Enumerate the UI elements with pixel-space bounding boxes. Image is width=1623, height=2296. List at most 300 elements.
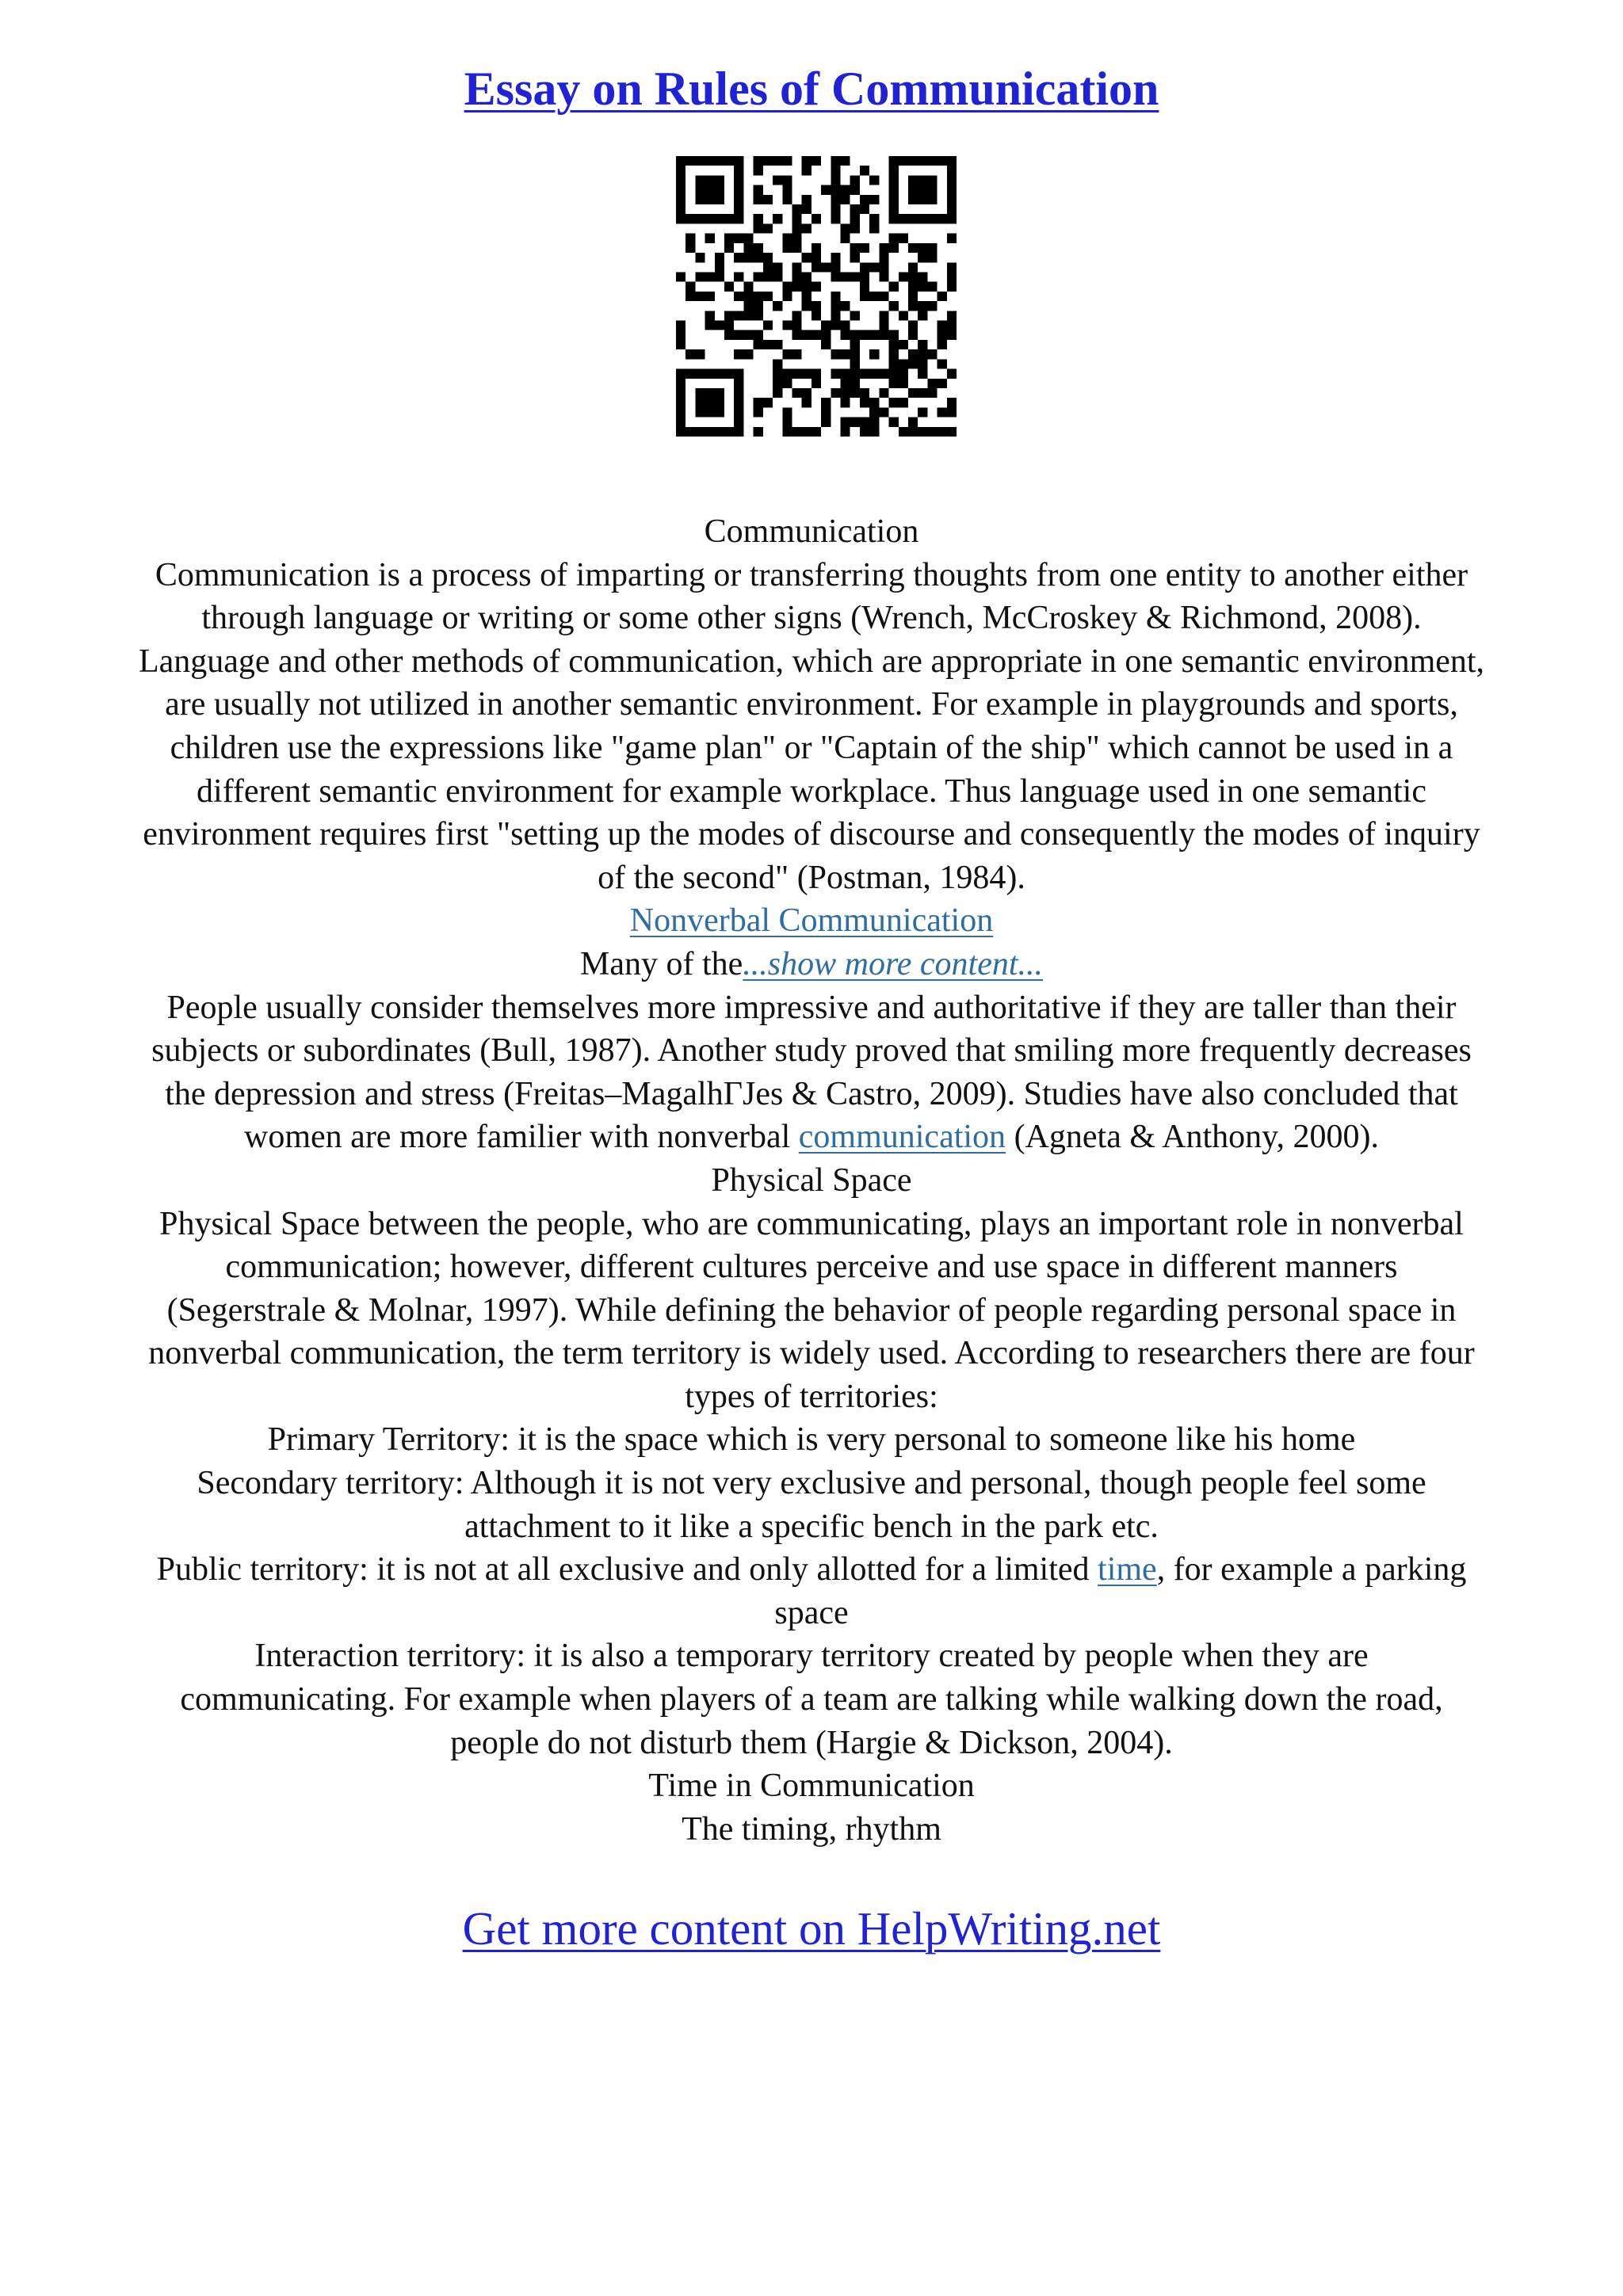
qr-module [889, 282, 899, 292]
qr-module [869, 407, 879, 417]
qr-module [705, 185, 715, 195]
nonverbal-heading-line [57, 899, 1566, 943]
qr-module [685, 292, 695, 301]
qr-module [695, 292, 705, 301]
qr-module [676, 418, 685, 427]
qr-module [831, 311, 840, 320]
qr-module [841, 234, 850, 243]
paragraph-line: space [774, 1594, 849, 1631]
qr-module [879, 321, 888, 330]
qr-module [754, 185, 763, 195]
qr-module [918, 243, 927, 253]
qr-module [908, 330, 918, 340]
qr-module [734, 175, 743, 185]
qr-module [927, 214, 937, 223]
qr-module [724, 282, 734, 292]
qr-module [782, 156, 792, 166]
qr-module [841, 349, 850, 359]
paragraph-line: through language or writing or some other signs (Wrench, McCroskey & Richmond, 2008). [201, 600, 1422, 637]
qr-module [695, 185, 705, 195]
qr-module [734, 369, 743, 379]
qr-module [705, 311, 715, 320]
qr-module [792, 234, 801, 243]
qr-module [695, 195, 705, 204]
qr-module [927, 253, 937, 262]
qr-module [947, 204, 957, 214]
paragraph-line: people do not disturb them (Hargie & Dickson, 2004). [450, 1724, 1173, 1761]
qr-module [715, 369, 724, 379]
qr-module [754, 398, 763, 407]
qr-module [715, 185, 724, 195]
qr-module [908, 301, 918, 311]
qr-module [918, 349, 927, 359]
qr-module [947, 407, 957, 417]
qr-module [918, 272, 927, 281]
qr-module [676, 321, 685, 330]
qr-module [831, 185, 840, 195]
qr-module [889, 418, 899, 427]
qr-module [782, 427, 792, 437]
qr-module [831, 301, 840, 311]
qr-module [695, 369, 705, 379]
qr-module [802, 427, 812, 437]
qr-module [763, 223, 773, 233]
qr-module [860, 330, 869, 340]
qr-module [927, 175, 937, 185]
qr-module [938, 330, 947, 340]
qr-module [705, 427, 715, 437]
qr-module [899, 234, 908, 243]
qr-module [879, 292, 888, 301]
qr-module [938, 321, 947, 330]
qr-module [947, 234, 957, 243]
qr-module [802, 330, 812, 340]
qr-module [782, 175, 792, 185]
qr-module [841, 330, 850, 340]
qr-module [715, 175, 724, 185]
qr-module [908, 195, 918, 204]
qr-module [927, 427, 937, 437]
qr-module [734, 349, 743, 359]
qr-module [869, 349, 879, 359]
qr-module [831, 195, 840, 204]
paragraph-line [57, 1548, 1566, 1592]
qr-module [908, 156, 918, 166]
qr-module [869, 195, 879, 204]
qr-module [927, 349, 937, 359]
qr-module [918, 340, 927, 349]
qr-module [908, 262, 918, 272]
qr-module [754, 243, 763, 253]
qr-module [938, 340, 947, 349]
qr-module [676, 195, 685, 204]
qr-module [676, 166, 685, 175]
truncated-text: Many of the [579, 945, 743, 982]
qr-module [792, 243, 801, 253]
qr-module [812, 301, 821, 311]
qr-module [685, 349, 695, 359]
title-link[interactable]: Essay on Rules of Communication [464, 63, 1159, 115]
qr-module [802, 195, 812, 204]
qr-module [889, 175, 899, 185]
qr-module [743, 311, 753, 320]
qr-module [792, 321, 801, 330]
qr-module [705, 195, 715, 204]
qr-module [802, 369, 812, 379]
paragraph-line: are usually not utilized in another semantic environment. For example in playgrounds and sports, [165, 686, 1458, 723]
qr-module [812, 253, 821, 262]
qr-module [792, 262, 801, 272]
qr-module [782, 418, 792, 427]
qr-module [850, 369, 860, 379]
qr-module [841, 427, 850, 437]
qr-module [841, 398, 850, 407]
qr-module [763, 253, 773, 262]
qr-module [812, 427, 821, 437]
qr-module [918, 407, 927, 417]
qr-module [850, 388, 860, 398]
qr-module [860, 166, 869, 175]
qr-module [782, 407, 792, 417]
qr-module [743, 301, 753, 311]
qr-module [947, 427, 957, 437]
qr-module [850, 379, 860, 388]
qr-module [792, 330, 801, 340]
qr-module [685, 282, 695, 292]
qr-module [754, 223, 763, 233]
qr-module [734, 156, 743, 166]
qr-module [850, 253, 860, 262]
qr-module [831, 214, 840, 223]
qr-module [889, 359, 899, 368]
qr-module [889, 340, 899, 349]
qr-module [860, 243, 869, 253]
paragraph-line: People usually consider themselves more impressive and authoritative if they are taller than their [166, 989, 1457, 1026]
qr-module [850, 185, 860, 195]
qr-module [947, 311, 957, 320]
qr-module [734, 185, 743, 195]
qr-module [938, 214, 947, 223]
qr-module [705, 407, 715, 417]
qr-module [734, 234, 743, 243]
qr-module [763, 292, 773, 301]
paragraph-line: types of territories: [685, 1378, 938, 1415]
qr-module [927, 301, 937, 311]
qr-module [860, 418, 869, 427]
qr-module [947, 156, 957, 166]
qr-module [947, 330, 957, 340]
qr-module [705, 234, 715, 243]
footer [0, 1897, 1623, 1960]
qr-module [899, 214, 908, 223]
qr-module [938, 427, 947, 437]
qr-module [715, 427, 724, 437]
qr-module [802, 156, 812, 166]
qr-module [812, 156, 821, 166]
qr-module [802, 398, 812, 407]
qr-module [782, 349, 792, 359]
qr-module [860, 427, 869, 437]
paragraph-line: Interaction territory: it is also a temporary territory created by people when they are [254, 1638, 1369, 1675]
show-more-link[interactable]: ...show more content... [743, 945, 1044, 982]
qr-module [850, 340, 860, 349]
qr-module [754, 407, 763, 417]
qr-module [792, 223, 801, 233]
qr-module [734, 388, 743, 398]
qr-module [734, 398, 743, 407]
qr-module [773, 359, 782, 368]
paragraph-line: different semantic environment for example workplace. Thus language used in one semantic [197, 772, 1426, 810]
qr-module [773, 272, 782, 281]
qr-module [734, 407, 743, 417]
qr-module [715, 214, 724, 223]
qr-module [899, 379, 908, 388]
qr-module [773, 301, 782, 311]
qr-module [947, 166, 957, 175]
qr-module [889, 369, 899, 379]
paragraph-line: The timing, rhythm [682, 1810, 941, 1848]
nonverbal-communication-link[interactable]: Nonverbal Communication [629, 902, 994, 940]
qr-module [715, 388, 724, 398]
paragraph-line: (Segerstrale & Molnar, 1997). While defining the behavior of people regarding personal space in [166, 1291, 1457, 1329]
qr-module [812, 330, 821, 340]
qr-module [831, 262, 840, 272]
qr-module [831, 292, 840, 301]
qr-module [792, 427, 801, 437]
qr-module [850, 223, 860, 233]
qr-module [918, 185, 927, 195]
qr-module [734, 204, 743, 214]
qr-module [908, 175, 918, 185]
section-heading: Time in Communication [648, 1768, 975, 1805]
qr-module [841, 185, 850, 195]
qr-module [850, 272, 860, 281]
qr-module [869, 427, 879, 437]
qr-module [724, 427, 734, 437]
qr-module [879, 407, 888, 417]
qr-module [918, 156, 927, 166]
qr-module [841, 369, 850, 379]
qr-module [831, 369, 840, 379]
qr-module [715, 398, 724, 407]
qr-module [879, 388, 888, 398]
get-more-content-link[interactable]: Get more content on HelpWriting.net [462, 1902, 1161, 1955]
qr-module [821, 407, 831, 417]
qr-module [908, 388, 918, 398]
qr-module [734, 292, 743, 301]
qr-module [918, 214, 927, 223]
qr-module [763, 340, 773, 349]
qr-module [850, 418, 860, 427]
qr-module [899, 311, 908, 320]
qr-module [908, 282, 918, 292]
paragraph-line: Language and other methods of communication, which are appropriate in one semantic environment, [138, 643, 1485, 680]
document-title [0, 57, 1623, 120]
qr-module [724, 214, 734, 223]
qr-module [802, 204, 812, 214]
qr-module [831, 166, 840, 175]
qr-module [860, 369, 869, 379]
qr-module [734, 272, 743, 281]
paragraph-line: Secondary territory: Although it is not very exclusive and personal, though people feel some [197, 1465, 1426, 1502]
communication-link[interactable]: communication [798, 1119, 1006, 1156]
qr-module [734, 214, 743, 223]
qr-module [889, 214, 899, 223]
qr-module [792, 349, 801, 359]
qr-module [685, 369, 695, 379]
paragraph-line: children use the expressions like "game plan" or "Captain of the ship" which cannot be used in a [170, 729, 1453, 766]
qr-module [792, 311, 801, 320]
show-more-line [57, 943, 1566, 986]
qr-module [802, 301, 812, 311]
qr-module [889, 398, 899, 407]
qr-module [947, 195, 957, 204]
qr-module [763, 272, 773, 281]
qr-module [685, 243, 695, 253]
qr-module [773, 262, 782, 272]
qr-module [802, 223, 812, 233]
qr-module [947, 369, 957, 379]
paragraph-line: of the second" (Postman, 1984). [598, 859, 1025, 896]
qr-module [676, 340, 685, 349]
paragraph-line: attachment to it like a specific bench in the park etc. [464, 1508, 1159, 1545]
qr-module [724, 243, 734, 253]
qr-module [927, 243, 937, 253]
qr-module [695, 253, 705, 262]
qr-module [918, 175, 927, 185]
qr-module [850, 175, 860, 185]
qr-module [889, 156, 899, 166]
qr-module [938, 379, 947, 388]
qr-module [918, 359, 927, 368]
qr-module [860, 195, 869, 204]
qr-module [695, 388, 705, 398]
qr-module [715, 156, 724, 166]
paragraph-line: Communication is a process of imparting or transferring thoughts from one entity to another either [155, 556, 1468, 593]
qr-module [754, 214, 763, 223]
qr-code [676, 156, 957, 437]
qr-module [831, 175, 840, 185]
qr-module [918, 301, 927, 311]
qr-module [812, 379, 821, 388]
qr-module [860, 282, 869, 292]
qr-module [908, 359, 918, 368]
qr-module [763, 262, 773, 272]
qr-module [676, 379, 685, 388]
qr-module [734, 379, 743, 388]
qr-module [869, 223, 879, 233]
qr-module [821, 398, 831, 407]
qr-module [908, 272, 918, 281]
qr-module [908, 349, 918, 359]
qr-module [889, 195, 899, 204]
qr-module [879, 311, 888, 320]
paragraph-line: communication; however, different cultures perceive and use space in different manners [225, 1249, 1398, 1286]
qr-module [938, 292, 947, 301]
qr-module [908, 418, 918, 427]
qr-module [850, 359, 860, 368]
qr-module [782, 195, 792, 204]
qr-module [850, 330, 860, 340]
qr-module [695, 156, 705, 166]
qr-module [802, 253, 812, 262]
qr-module [792, 369, 801, 379]
paragraph-line: subjects or subordinates (Bull, 1987). Another study proved that smiling more frequently decreases [151, 1032, 1472, 1070]
section-heading: Communication [704, 513, 919, 550]
qr-module [715, 253, 724, 262]
qr-module [899, 156, 908, 166]
qr-module [899, 340, 908, 349]
qr-module [869, 262, 879, 272]
qr-module [927, 195, 937, 204]
qr-module [889, 166, 899, 175]
qr-module [734, 330, 743, 340]
qr-module [676, 214, 685, 223]
qr-module [792, 204, 801, 214]
qr-module [812, 311, 821, 320]
qr-module [802, 272, 812, 281]
qr-module [715, 262, 724, 272]
qr-module [743, 330, 753, 340]
qr-module [734, 166, 743, 175]
qr-module [947, 398, 957, 407]
qr-module [782, 379, 792, 388]
qr-module [889, 349, 899, 359]
qr-module [869, 292, 879, 301]
qr-module [918, 282, 927, 292]
qr-module [927, 156, 937, 166]
qr-module [782, 369, 792, 379]
qr-module [850, 311, 860, 320]
qr-module [869, 398, 879, 407]
line-text: Public territory: it is not at all exclusive and only allotted for a limited [156, 1551, 1098, 1589]
qr-module [841, 156, 850, 166]
qr-module [889, 234, 899, 243]
paragraph-line: the depression and stress (Freitas–MagalhΓJes & Castro, 2009). Studies have also concluded that [165, 1075, 1458, 1112]
qr-module [860, 204, 869, 214]
qr-module [841, 379, 850, 388]
qr-module [938, 407, 947, 417]
qr-module [879, 272, 888, 281]
qr-module [695, 349, 705, 359]
qr-module [754, 272, 763, 281]
qr-module [734, 418, 743, 427]
qr-module [850, 243, 860, 253]
qr-module [947, 185, 957, 195]
qr-module [676, 388, 685, 398]
qr-module [734, 311, 743, 320]
qr-module [821, 321, 831, 330]
qr-module [860, 398, 869, 407]
qr-module [850, 214, 860, 223]
qr-module [763, 321, 773, 330]
qr-module [754, 156, 763, 166]
qr-module [715, 195, 724, 204]
qr-module [792, 272, 801, 281]
qr-module [676, 330, 685, 340]
qr-module [908, 321, 918, 330]
qr-module [695, 175, 705, 185]
qr-module [754, 427, 763, 437]
qr-module [802, 282, 812, 292]
qr-module [705, 292, 715, 301]
paragraph-line [57, 1116, 1566, 1159]
qr-module [676, 175, 685, 185]
paragraph-line: Primary Territory: it is the space which is very personal to someone like his home [267, 1421, 1356, 1459]
time-link[interactable]: time [1098, 1551, 1157, 1589]
qr-module [947, 321, 957, 330]
qr-module [724, 369, 734, 379]
